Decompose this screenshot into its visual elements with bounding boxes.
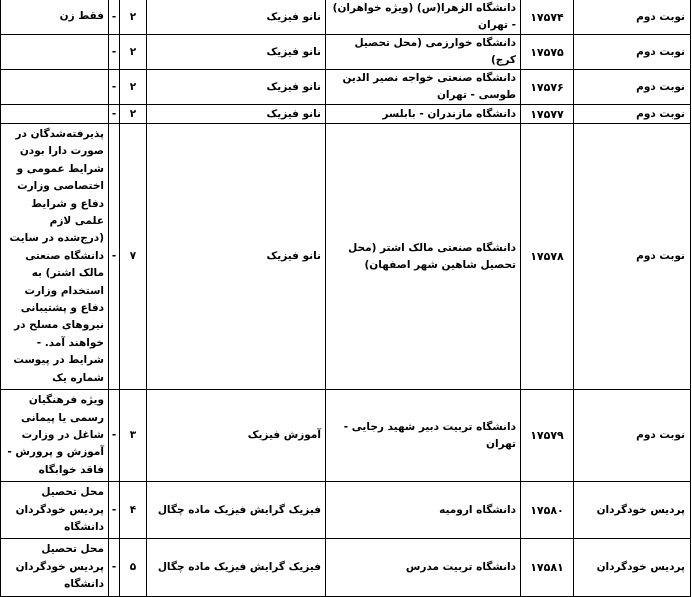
capacity-cell: ۳ [120, 390, 147, 482]
dash-cell: - [109, 70, 120, 105]
university-cell: دانشگاه الزهرا(س) (ویژه خواهران) - تهران [326, 0, 521, 35]
dash-cell: - [109, 105, 120, 124]
university-cell: دانشگاه ارومیه [326, 482, 521, 539]
table-row [1, 35, 691, 70]
note-cell: ویژه فرهنگیان رسمی یا پیمانی شاغل در وزارت آموزش و پرورش - فاقد خوابگاه [1, 390, 109, 482]
university-cell: دانشگاه خوارزمی (محل تحصیل کرج) [326, 35, 521, 70]
capacity-cell: ۲ [120, 70, 147, 105]
table-row [1, 482, 691, 539]
university-cell: دانشگاه تربیت دبیر شهید رجایی - تهران [326, 390, 521, 482]
field-cell: فیزیک گرایش فیزیک ماده چگال [147, 482, 326, 539]
table-row [1, 124, 691, 390]
table-row [1, 539, 691, 596]
shift-cell: نوبت دوم [574, 105, 691, 124]
university-cell: دانشگاه صنعتی خواجه نصیر الدین طوسی - تهران [326, 70, 521, 105]
capacity-cell: ۵ [120, 539, 147, 596]
dash-cell: - [109, 390, 120, 482]
dash-cell: - [109, 0, 120, 35]
field-cell: فیزیک گرایش فیزیک ماده چگال [147, 539, 326, 596]
capacity-cell: ۲ [120, 0, 147, 35]
shift-cell: نوبت دوم [574, 390, 691, 482]
note-cell: محل تحصیل پردیس خودگردان دانشگاه [1, 482, 109, 539]
table-row [1, 70, 691, 105]
shift-cell: پردیس خودگردان [574, 482, 691, 539]
note-cell: محل تحصیل پردیس خودگردان دانشگاه [1, 539, 109, 596]
field-cell: نانو فیزیک [147, 0, 326, 35]
field-cell: آموزش فیزیک [147, 390, 326, 482]
university-cell: دانشگاه صنعتی مالک اشتر (محل تحصیل شاهین شهر اصفهان) [326, 124, 521, 390]
capacity-cell: ۴ [120, 482, 147, 539]
field-cell: نانو فیزیک [147, 35, 326, 70]
capacity-cell: ۲ [120, 105, 147, 124]
field-cell: نانو فیزیک [147, 105, 326, 124]
university-cell: دانشگاه مازندران - بابلسر [326, 105, 521, 124]
code-cell: ۱۷۵۷۵ [521, 35, 574, 70]
code-cell: ۱۷۵۷۸ [521, 124, 574, 390]
code-cell: ۱۷۵۷۶ [521, 70, 574, 105]
note-cell: فقط زن [1, 0, 109, 35]
dash-cell: - [109, 35, 120, 70]
university-cell: دانشگاه تربیت مدرس [326, 539, 521, 596]
dash-cell: - [109, 124, 120, 390]
code-cell: ۱۷۵۷۹ [521, 390, 574, 482]
field-cell: نانو فیزیک [147, 70, 326, 105]
dash-cell: - [109, 539, 120, 596]
dash-cell: - [109, 482, 120, 539]
field-cell: نانو فیزیک [147, 124, 326, 390]
code-cell: ۱۷۵۷۷ [521, 105, 574, 124]
note-cell [1, 70, 109, 105]
capacity-cell: ۲ [120, 35, 147, 70]
code-cell: ۱۷۵۸۱ [521, 539, 574, 596]
code-cell: ۱۷۵۸۰ [521, 482, 574, 539]
capacity-cell: ۷ [120, 124, 147, 390]
shift-cell: نوبت دوم [574, 70, 691, 105]
shift-cell: نوبت دوم [574, 35, 691, 70]
table-row [1, 390, 691, 482]
code-cell: ۱۷۵۷۴ [521, 0, 574, 35]
note-cell: پذیرفته‌شدگان در صورت دارا بودن شرایط عمومی و اختصاصی وزارت دفاع و شرایط علمی لازم (درج‌شده در سایت دانشگاه صنعتی مالک اشتر) به استخدام وزارت دفاع و پشتیبانی نیروهای مسلح در خواهند آمد. - شرایط در پیوست شماره یک [1, 124, 109, 390]
note-cell [1, 105, 109, 124]
shift-cell: پردیس خودگردان [574, 539, 691, 596]
note-cell [1, 35, 109, 70]
shift-cell: نوبت دوم [574, 124, 691, 390]
table-row [1, 105, 691, 124]
table-row [1, 0, 691, 35]
shift-cell: نوبت دوم [574, 0, 691, 35]
